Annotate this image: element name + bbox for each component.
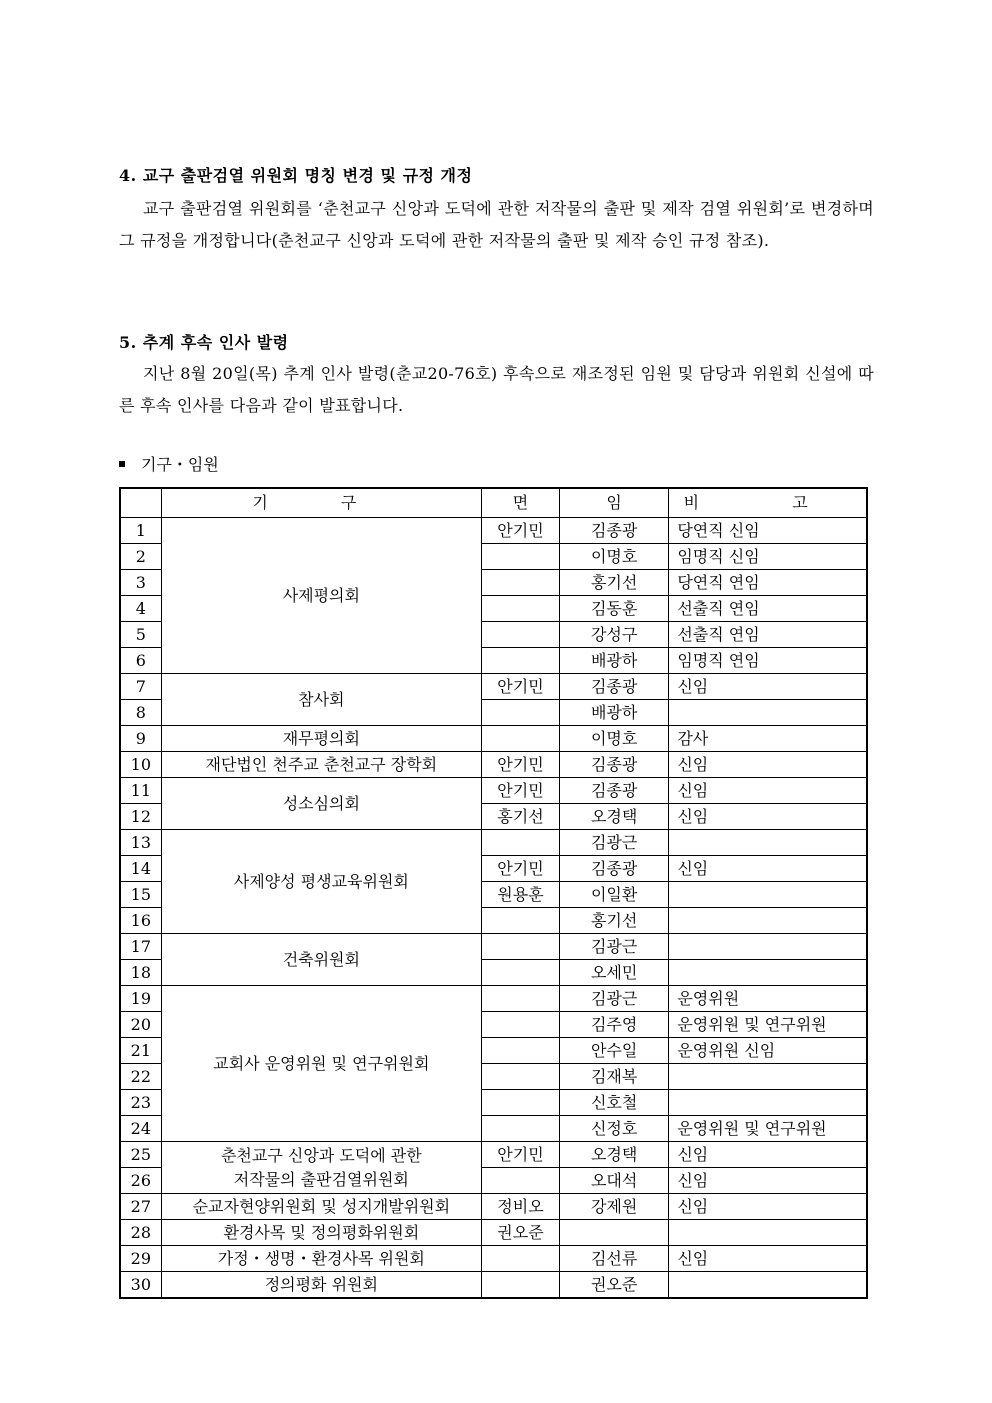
org-name: 사제평의회: [161, 518, 481, 674]
outgoing-person: [482, 1168, 560, 1194]
outgoing-person: 원용훈: [482, 882, 560, 908]
row-number: 15: [120, 882, 161, 908]
section-5-body-text: 지난 8월 20일(목) 추계 인사 발령(춘교20-76호) 후속으로 재조정된 임원 및 담당과 위원회 신설에 따른 후속 인사를 다음과 같이 발표합니다.: [119, 364, 874, 415]
header-no: [120, 488, 161, 518]
outgoing-person: 정비오: [482, 1194, 560, 1220]
section-4-heading: 4. 교구 출판검열 위원회 명칭 변경 및 규정 개정: [119, 166, 473, 185]
incoming-person: 오경택: [559, 804, 668, 830]
row-number: 27: [120, 1194, 161, 1220]
personnel-table: [119, 487, 868, 1299]
row-number: 29: [120, 1246, 161, 1272]
outgoing-person: 안기민: [482, 674, 560, 700]
org-name: 재단법인 천주교 춘천교구 장학회: [161, 752, 481, 778]
outgoing-person: [482, 726, 560, 752]
note: 당연직 신임: [669, 518, 867, 544]
note: 신임: [669, 674, 867, 700]
incoming-person: 신호철: [559, 1090, 668, 1116]
header-in: 임: [559, 488, 668, 518]
incoming-person: 홍기선: [559, 570, 668, 596]
incoming-person: 강성구: [559, 622, 668, 648]
outgoing-person: 권오준: [482, 1220, 560, 1246]
outgoing-person: 안기민: [482, 1142, 560, 1168]
outgoing-person: [482, 648, 560, 674]
note: 신임: [669, 1168, 867, 1194]
outgoing-person: [482, 1012, 560, 1038]
row-number: 9: [120, 726, 161, 752]
row-number: 4: [120, 596, 161, 622]
section-4-body-text: 교구 출판검열 위원회를 ‘춘천교구 신앙과 도덕에 관한 저작물의 출판 및 제작 검열 위원회’로 변경하며 그 규정을 개정합니다(춘천교구 신앙과 도덕에 관한 저작물의 출판 및 제작 승인 규정 참조).: [119, 199, 874, 250]
outgoing-person: [482, 1064, 560, 1090]
table-row: [120, 1272, 867, 1299]
incoming-person: 김선류: [559, 1246, 668, 1272]
note: [669, 830, 867, 856]
note: [669, 1064, 867, 1090]
row-number: 12: [120, 804, 161, 830]
section-5-heading: 5. 추계 후속 인사 발령: [119, 333, 289, 352]
incoming-person: 김종광: [559, 778, 668, 804]
row-number: 19: [120, 986, 161, 1012]
org-name: 가정・생명・환경사목 위원회: [161, 1246, 481, 1272]
incoming-person: 김광근: [559, 986, 668, 1012]
note: [669, 1090, 867, 1116]
org-name: 교회사 운영위원 및 연구위원회: [161, 986, 481, 1142]
incoming-person: 김종광: [559, 752, 668, 778]
row-number: 7: [120, 674, 161, 700]
outgoing-person: 홍기선: [482, 804, 560, 830]
note: 운영위원 및 연구위원: [669, 1012, 867, 1038]
note: 신임: [669, 1194, 867, 1220]
incoming-person: 홍기선: [559, 908, 668, 934]
note: [669, 1220, 867, 1246]
note: 임명직 연임: [669, 648, 867, 674]
table-row: [120, 986, 867, 1012]
row-number: 17: [120, 934, 161, 960]
note: 선출직 연임: [669, 622, 867, 648]
outgoing-person: [482, 544, 560, 570]
row-number: 10: [120, 752, 161, 778]
incoming-person: 안수일: [559, 1038, 668, 1064]
row-number: 28: [120, 1220, 161, 1246]
table-row: [120, 518, 867, 544]
outgoing-person: [482, 934, 560, 960]
note: 당연직 연임: [669, 570, 867, 596]
incoming-person: 김광근: [559, 934, 668, 960]
org-name: 사제양성 평생교육위원회: [161, 830, 481, 934]
outgoing-person: [482, 908, 560, 934]
outgoing-person: [482, 1272, 560, 1299]
row-number: 5: [120, 622, 161, 648]
header-note: 비 고: [669, 488, 867, 518]
org-name: 춘천교구 신앙과 도덕에 관한 저작물의 출판검열위원회: [161, 1142, 481, 1194]
incoming-person: [559, 1220, 668, 1246]
incoming-person: 김종광: [559, 674, 668, 700]
outgoing-person: [482, 1246, 560, 1272]
incoming-person: 김광근: [559, 830, 668, 856]
row-number: 30: [120, 1272, 161, 1299]
incoming-person: 권오준: [559, 1272, 668, 1299]
header-org: 기 구: [161, 488, 481, 518]
table-row: [120, 934, 867, 960]
incoming-person: 오세민: [559, 960, 668, 986]
incoming-person: 김동훈: [559, 596, 668, 622]
outgoing-person: [482, 830, 560, 856]
note: 운영위원 및 연구위원: [669, 1116, 867, 1142]
incoming-person: 배광하: [559, 700, 668, 726]
row-number: 3: [120, 570, 161, 596]
incoming-person: 김주영: [559, 1012, 668, 1038]
table-row: [120, 752, 867, 778]
outgoing-person: [482, 596, 560, 622]
table-row: [120, 1246, 867, 1272]
outgoing-person: [482, 622, 560, 648]
row-number: 2: [120, 544, 161, 570]
org-name: 재무평의회: [161, 726, 481, 752]
table-row: [120, 830, 867, 856]
table-row: [120, 1142, 867, 1168]
org-name: 건축위원회: [161, 934, 481, 986]
incoming-person: 오대석: [559, 1168, 668, 1194]
org-name: 순교자현양위원회 및 성지개발위원회: [161, 1194, 481, 1220]
incoming-person: 이명호: [559, 726, 668, 752]
outgoing-person: 안기민: [482, 518, 560, 544]
outgoing-person: [482, 1090, 560, 1116]
note: 임명직 신임: [669, 544, 867, 570]
outgoing-person: 안기민: [482, 778, 560, 804]
table-row: [120, 778, 867, 804]
row-number: 13: [120, 830, 161, 856]
note: 선출직 연임: [669, 596, 867, 622]
note: 신임: [669, 804, 867, 830]
bullet-item: [119, 452, 219, 475]
note: 신임: [669, 856, 867, 882]
row-number: 23: [120, 1090, 161, 1116]
note: [669, 1272, 867, 1299]
row-number: 25: [120, 1142, 161, 1168]
table-header-row: [120, 488, 867, 518]
outgoing-person: [482, 570, 560, 596]
outgoing-person: [482, 1038, 560, 1064]
incoming-person: 김종광: [559, 856, 668, 882]
outgoing-person: 안기민: [482, 752, 560, 778]
square-bullet-icon: [119, 461, 125, 467]
note: [669, 960, 867, 986]
bullet-label: 기구・임원: [141, 455, 219, 474]
outgoing-person: [482, 700, 560, 726]
row-number: 26: [120, 1168, 161, 1194]
note: 신임: [669, 1246, 867, 1272]
row-number: 6: [120, 648, 161, 674]
table-row: [120, 1220, 867, 1246]
note: 감사: [669, 726, 867, 752]
note: 운영위원: [669, 986, 867, 1012]
incoming-person: 강제원: [559, 1194, 668, 1220]
outgoing-person: 안기민: [482, 856, 560, 882]
table-row: [120, 674, 867, 700]
incoming-person: 신정호: [559, 1116, 668, 1142]
outgoing-person: [482, 1116, 560, 1142]
header-out: 면: [482, 488, 560, 518]
row-number: 11: [120, 778, 161, 804]
note: 운영위원 신임: [669, 1038, 867, 1064]
row-number: 18: [120, 960, 161, 986]
incoming-person: 오경택: [559, 1142, 668, 1168]
row-number: 24: [120, 1116, 161, 1142]
incoming-person: 배광하: [559, 648, 668, 674]
note: [669, 700, 867, 726]
row-number: 8: [120, 700, 161, 726]
table-row: [120, 1194, 867, 1220]
incoming-person: 이명호: [559, 544, 668, 570]
section-5-body: [119, 358, 874, 422]
org-name: 성소심의회: [161, 778, 481, 830]
org-name: 정의평화 위원회: [161, 1272, 481, 1299]
row-number: 1: [120, 518, 161, 544]
row-number: 21: [120, 1038, 161, 1064]
incoming-person: 이일환: [559, 882, 668, 908]
note: 신임: [669, 1142, 867, 1168]
note: 신임: [669, 752, 867, 778]
org-name: 참사회: [161, 674, 481, 726]
incoming-person: 김재복: [559, 1064, 668, 1090]
note: [669, 882, 867, 908]
outgoing-person: [482, 986, 560, 1012]
note: [669, 934, 867, 960]
outgoing-person: [482, 960, 560, 986]
section-4-body: [119, 193, 874, 257]
incoming-person: 김종광: [559, 518, 668, 544]
note: 신임: [669, 778, 867, 804]
table-row: [120, 726, 867, 752]
row-number: 22: [120, 1064, 161, 1090]
row-number: 16: [120, 908, 161, 934]
note: [669, 908, 867, 934]
org-name: 환경사목 및 정의평화위원회: [161, 1220, 481, 1246]
row-number: 20: [120, 1012, 161, 1038]
row-number: 14: [120, 856, 161, 882]
